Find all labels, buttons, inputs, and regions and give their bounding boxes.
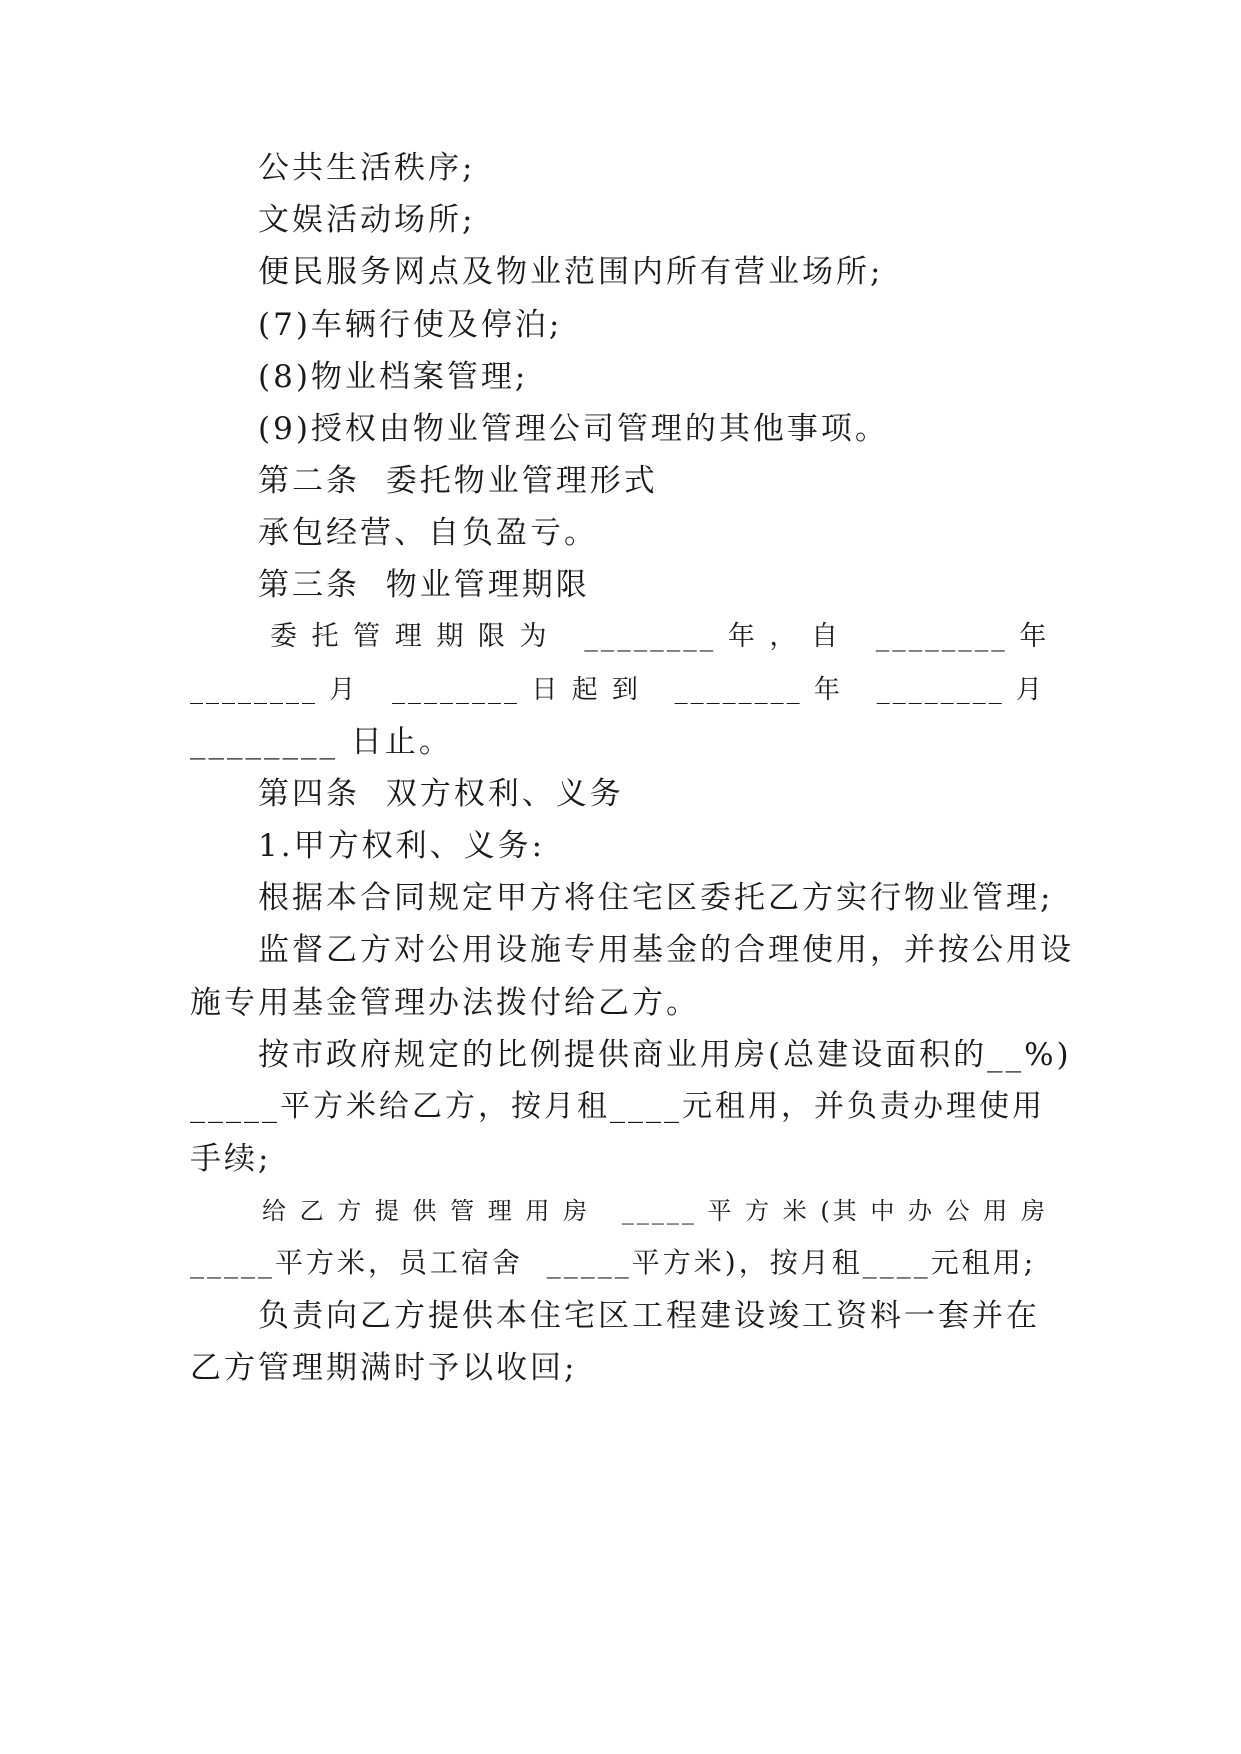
text-line: 委 托 管 理 期 限 为 ________ 年 ， 自 ________ 年 bbox=[270, 621, 1050, 652]
text-line: 公共生活秩序; bbox=[258, 150, 476, 186]
section-heading: 第三条 物业管理期限 bbox=[258, 567, 590, 603]
text-line: (8)物业档案管理; bbox=[258, 359, 529, 395]
text-line: (9)授权由物业管理公司管理的其他事项。 bbox=[258, 411, 889, 447]
section-heading: 第四条 双方权利、义务 bbox=[258, 776, 624, 812]
text-line: 承包经营、自负盈亏。 bbox=[258, 515, 598, 551]
text-line: ________ 月 ________ 日 起 到 ________ 年 ________ 月 bbox=[190, 675, 1045, 705]
text-line: 便民服务网点及物业范围内所有营业场所; bbox=[258, 254, 884, 290]
text-line: _____平方米给乙方，按月租____元租用，并负责办理使用 bbox=[190, 1089, 1045, 1124]
text-line: _____平方米，员工宿舍 _____平方米)，按月租____元租用; bbox=[190, 1246, 1037, 1279]
text-line: 监督乙方对公用设施专用基金的合理使用，并按公用设 bbox=[258, 932, 1074, 968]
text-line: 手续; bbox=[190, 1141, 272, 1177]
text-line: 按市政府规定的比例提供商业用房(总建设面积的__%) bbox=[258, 1037, 1072, 1073]
text-line: 施专用基金管理办法拨付给乙方。 bbox=[190, 985, 700, 1021]
text-line: 根据本合同规定甲方将住宅区委托乙方实行物业管理; bbox=[258, 880, 1054, 916]
text-line: 乙方管理期满时予以收回; bbox=[190, 1350, 578, 1386]
text-line: 1.甲方权利、义务: bbox=[258, 828, 546, 864]
text-line: 给 乙 方 提 供 管 理 用 房 _____ 平 方 米 (其 中 办 公 用 房 bbox=[262, 1197, 1048, 1225]
text-line: ________ 日止。 bbox=[190, 724, 453, 760]
text-line: 负责向乙方提供本住宅区工程建设竣工资料一套并在 bbox=[258, 1298, 1040, 1334]
section-heading: 第二条 委托物业管理形式 bbox=[258, 463, 658, 499]
text-line: 文娱活动场所; bbox=[258, 202, 476, 238]
text-line: (7)车辆行使及停泊; bbox=[258, 307, 563, 343]
